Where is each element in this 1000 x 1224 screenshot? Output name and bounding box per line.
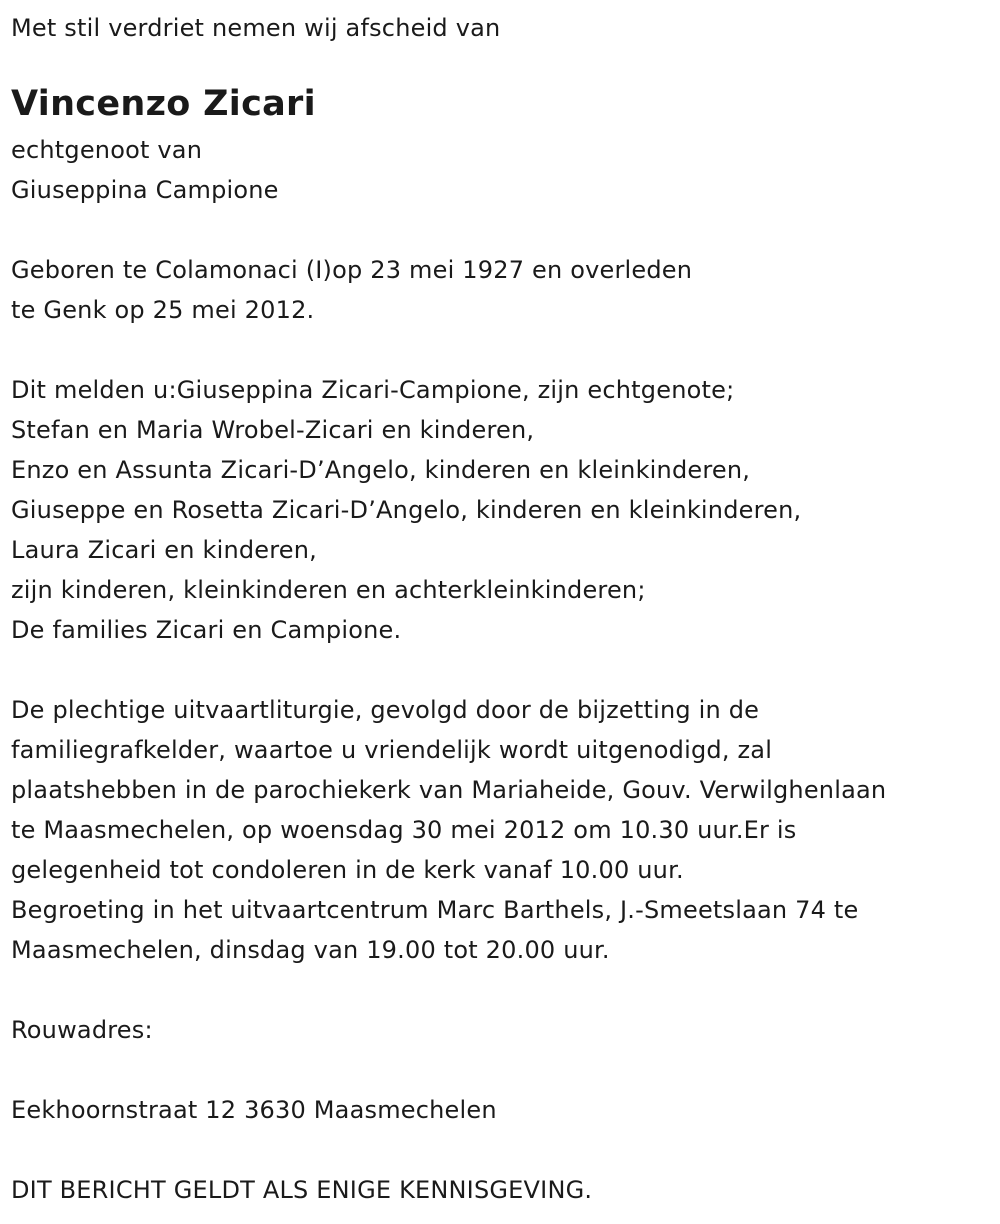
birth-death-line: te Genk op 25 mei 2012. (11, 296, 315, 324)
notice-text: DIT BERICHT GELDT ALS ENIGE KENNISGEVING. (11, 1176, 593, 1204)
ceremony-line: De plechtige uitvaartliturgie, gevolgd door de bijzetting in de (11, 696, 760, 724)
family-block (11, 370, 1000, 650)
spacer (11, 210, 1000, 250)
ceremony-line: familiegrafkelder, waartoe u vriendelijk wordt uitgenodigd, zal (11, 736, 773, 764)
ceremony-block (11, 690, 1000, 970)
spacer (11, 650, 1000, 690)
address-text: Eekhoornstraat 12 3630 Maasmechelen (11, 1096, 497, 1124)
ceremony-line: Begroeting in het uitvaartcentrum Marc Barthels, J.-Smeetslaan 74 te (11, 896, 859, 924)
family-line: Laura Zicari en kinderen, (11, 536, 317, 564)
ceremony-line: gelegenheid tot condoleren in de kerk vanaf 10.00 uur. (11, 856, 684, 884)
ceremony-line: te Maasmechelen, op woensdag 30 mei 2012 om 10.30 uur.Er is (11, 816, 797, 844)
spacer (11, 1050, 1000, 1090)
address-label: Rouwadres: (11, 1016, 153, 1044)
family-line: Giuseppe en Rosetta Zicari-D’Angelo, kinderen en kleinkinderen, (11, 496, 802, 524)
family-line: Dit melden u:Giuseppina Zicari-Campione, zijn echtgenote; (11, 376, 735, 404)
family-line: zijn kinderen, kleinkinderen en achterkleinkinderen; (11, 576, 646, 604)
family-line: Enzo en Assunta Zicari-D’Angelo, kinderen en kleinkinderen, (11, 456, 751, 484)
spouse-line: Giuseppina Campione (11, 176, 279, 204)
birth-death-line: Geboren te Colamonaci (I)op 23 mei 1927 en overleden (11, 256, 693, 284)
spacer (11, 970, 1000, 1010)
ceremony-line: Maasmechelen, dinsdag van 19.00 tot 20.00 uur. (11, 936, 610, 964)
ceremony-line: plaatshebben in de parochiekerk van Mariaheide, Gouv. Verwilghenlaan (11, 776, 887, 804)
family-line: Stefan en Maria Wrobel-Zicari en kinderen, (11, 416, 535, 444)
family-line: De families Zicari en Campione. (11, 616, 402, 644)
spouse-line: echtgenoot van (11, 136, 203, 164)
birth-death-block (11, 250, 1000, 330)
spacer (11, 330, 1000, 370)
deceased-name: Vincenzo Zicari (11, 84, 316, 124)
spacer (11, 1130, 1000, 1170)
spouse-block (11, 130, 1000, 210)
intro-text: Met stil verdriet nemen wij afscheid van (11, 14, 501, 42)
